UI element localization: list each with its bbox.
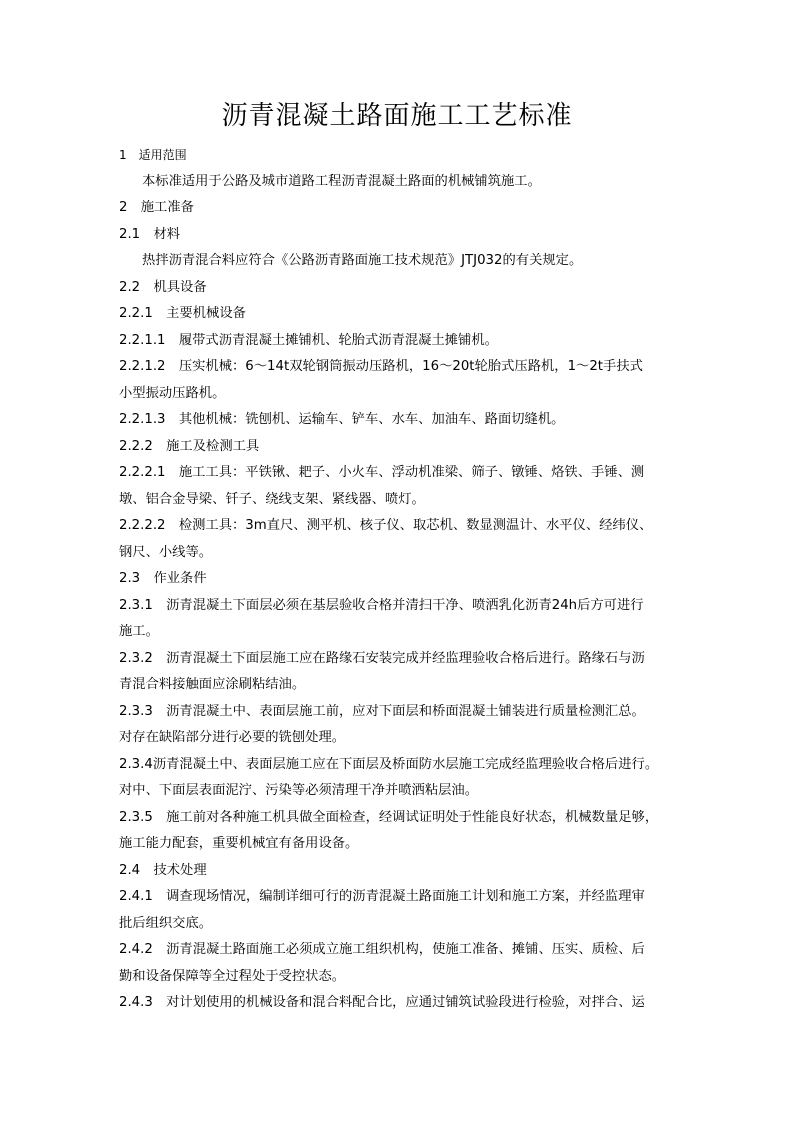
paragraph-line: 2.3.1 沥青混凝土下面层必须在基层验收合格并清扫干净、喷洒乳化沥青24h后方可进行 — [119, 597, 644, 613]
paragraph-line: 2.2.2.1 施工工具：平铁锹、耙子、小火车、浮动机准梁、筛子、镦锤、烙铁、手锤、测 — [119, 465, 645, 480]
paragraph-line: 2.2.1.3 其他机械：铣刨机、运输车、铲车、水车、加油车、路面切缝机。 — [119, 412, 565, 427]
subsection-heading: 2.3 作业条件 — [119, 571, 207, 586]
paragraph-line: 墩、铝合金导梁、钎子、绕线支架、紧线器、喷灯。 — [119, 491, 425, 507]
paragraph-line: 施工能力配套，重要机械宜有备用设备。 — [119, 836, 359, 851]
subsection-heading: 2.2 机具设备 — [119, 279, 207, 295]
paragraph-line: 对中、下面层表面泥泞、污染等必须清理干净并喷洒粘层油。 — [119, 783, 479, 798]
paragraph-line: 对存在缺陷部分进行必要的铣刨处理。 — [119, 730, 346, 745]
paragraph-line: 青混合料接触面应涂刷粘结油。 — [119, 677, 306, 692]
paragraph-line: 勤和设备保障等全过程处于受控状态。 — [119, 968, 346, 984]
document-title: 沥青混凝土路面施工工艺标准 — [221, 101, 573, 131]
subsection-heading: 2.1 材料 — [119, 226, 181, 242]
document-body — [119, 142, 685, 1017]
paragraph-line: 2.3.2 沥青混凝土下面层施工应在路缘石安装完成并经监理验收合格后进行。路缘石与沥 — [119, 650, 645, 666]
paragraph-line: 钢尺、小线等。 — [119, 544, 213, 560]
paragraph-line: 2.2.2.2 检测工具：3m直尺、测平机、核子仪、取芯机、数显测温计、水平仪、经纬仪、 — [119, 518, 653, 533]
section-heading: 2 施工准备 — [119, 200, 194, 215]
paragraph-line: 2.3.4沥青混凝土中、表面层施工应在下面层及桥面防水层施工完成经监理验收合格后进行。 — [119, 756, 659, 772]
paragraph-line: 2.2.1.2 压实机械：6～14t双轮钢筒振动压路机，16～20t轮胎式压路机，1～2t手扶式 — [119, 359, 643, 374]
paragraph-line: 2.2.1.1 履带式沥青混凝土摊铺机、轮胎式沥青混凝土摊铺机。 — [119, 332, 498, 348]
paragraph-line: 2.4.3 对计划使用的机械设备和混合料配合比，应通过铺筑试验段进行检验，对拌合、运 — [119, 995, 645, 1010]
paragraph-line: 2.4.1 调查现场情况，编制详细可行的沥青混凝土路面施工计划和施工方案，并经监理审 — [119, 889, 645, 904]
subsection-heading: 2.2.2 施工及检测工具 — [119, 438, 260, 454]
subsection-heading: 2.4 技术处理 — [119, 862, 207, 878]
paragraph-line: 2.3.5 施工前对各种施工机具做全面检查，经调试证明处于性能良好状态，机械数量足够， — [119, 809, 659, 825]
paragraph-line: 施工。 — [119, 624, 159, 639]
paragraph-line: 2.3.3 沥青混凝土中、表面层施工前，应对下面层和桥面混凝土铺装进行质量检测汇总。 — [119, 703, 645, 719]
paragraph-line: 热拌沥青混合料应符合《公路沥青路面施工技术规范》JTJ032的有关规定。 — [142, 253, 583, 268]
paragraph-line: 本标准适用于公路及城市道路工程沥青混凝土路面的机械铺筑施工。 — [142, 173, 541, 189]
paragraph-line: 批后组织交底。 — [119, 915, 213, 931]
section-heading: 1 适用范围 — [119, 148, 187, 162]
paragraph-line: 小型振动压路机。 — [119, 385, 226, 401]
subsection-heading: 2.2.1 主要机械设备 — [119, 306, 246, 321]
paragraph-line: 2.4.2 沥青混凝土路面施工必须成立施工组织机构，使施工准备、摊铺、压实、质检、后 — [119, 942, 645, 957]
